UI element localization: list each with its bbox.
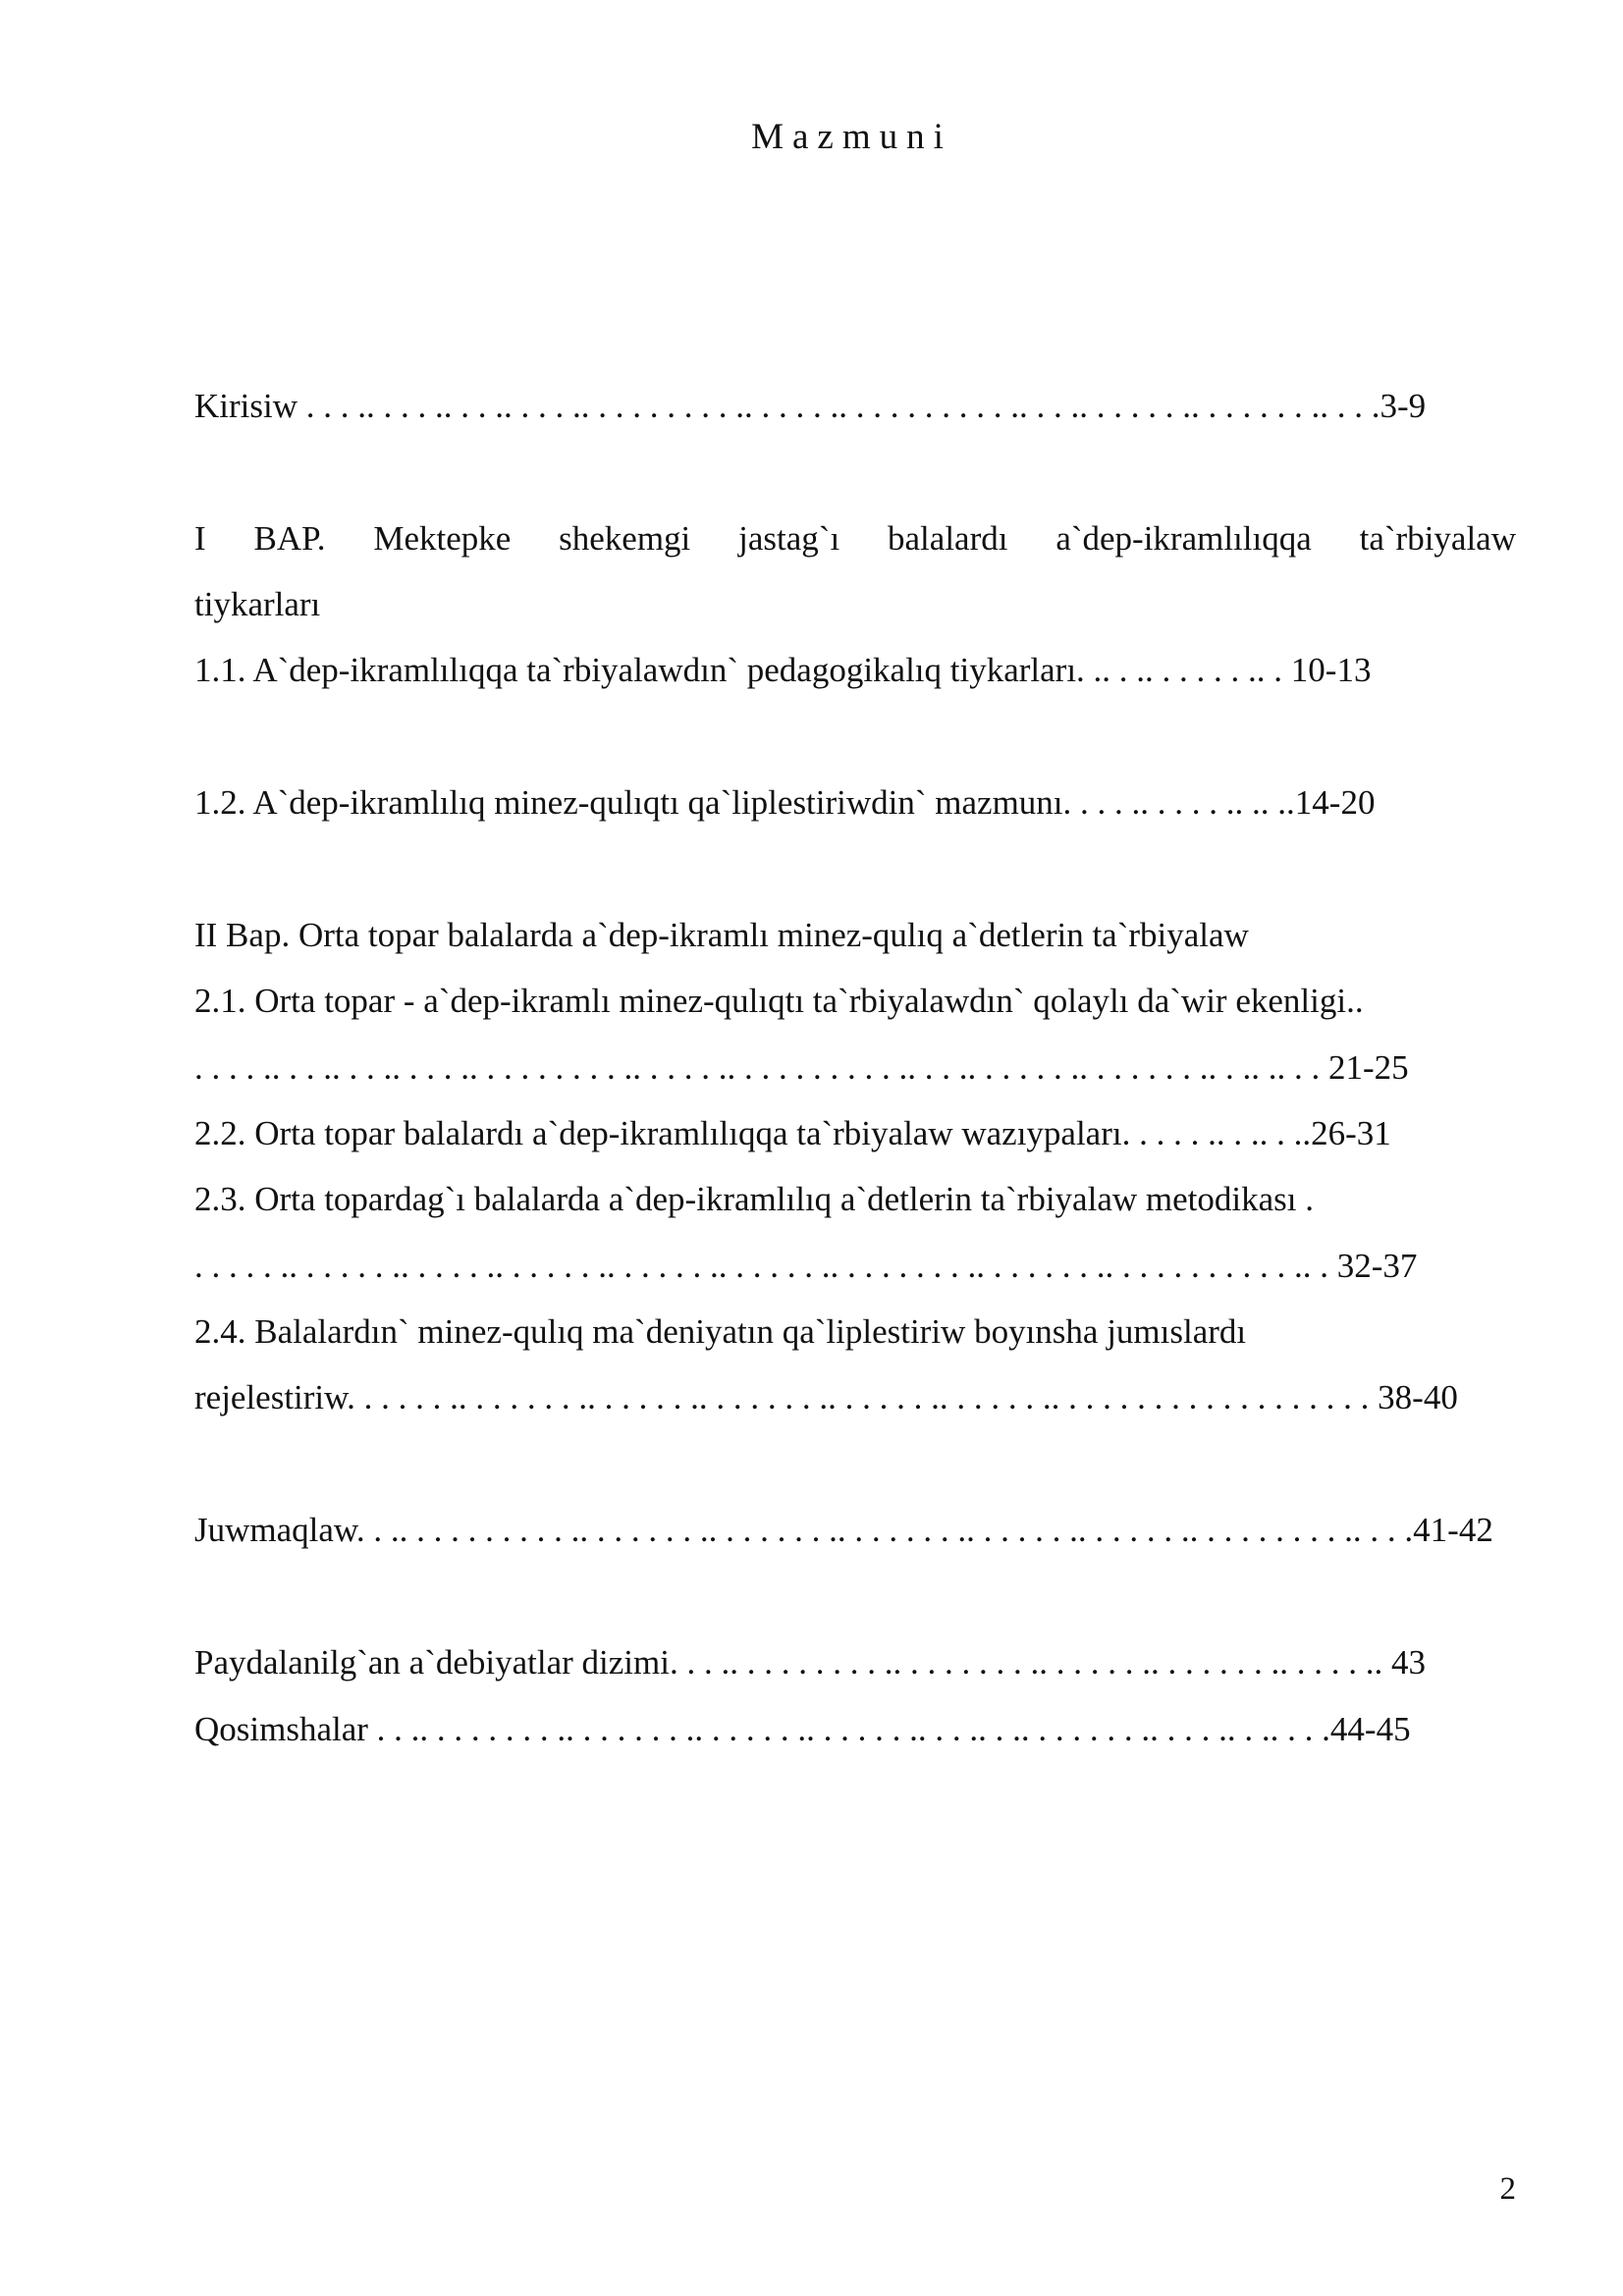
toc-entry-1-2: 1.2. A`dep-ikramlılıq minez-qulıqtı qa`liplestiriwdin` mazmunı. . . . .. . . . . .. .. ..14-20 <box>194 783 1376 822</box>
toc-chapter-2-title: II Bap. Orta topar balalarda a`dep-ikramlı minez-qulıq a`detlerin ta`rbiyalaw <box>194 916 1249 954</box>
toc-entry-1-1: 1.1. A`dep-ikramlılıqqa ta`rbiyalawdın` pedagogikalıq tiykarları. .. . .. . . . . . .. . 10-13 <box>194 651 1372 689</box>
toc-entry-2-1: 2.1. Orta topar - a`dep-ikramlı minez-qulıqtı ta`rbiyalawdın` qolaylı da`wir ekenligi.. <box>194 982 1364 1020</box>
toc-chapter-1-title: I BAP. Mektepke shekemgi jastag`ı balalardı a`dep-ikramlılıqqa ta`rbiyalaw <box>194 519 1516 558</box>
toc-entry-paydalanilgan: Paydalanilg`an a`debiyatlar dizimi. . . .. . . . . . . . . .. . . . . . . . .. . . . . . .. . . . . . . .. . . . . .. 43 <box>194 1643 1426 1682</box>
toc-entry-juwmaqlaw: Juwmaqlaw. . .. . . . . . . . . . .. . . . . . . .. . . . . . . .. . . . . . . .. . . . . . .. . . . . . .. . . . . . . . . .. . . .41-42 <box>194 1511 1493 1549</box>
toc-entry-2-4-leader: rejelestiriw. . . . . . .. . . . . . . .. . . . . . .. . . . . . . .. . . . . . .. . . . . . .. . . . . . . . . . . . . . . . . . . 38-40 <box>194 1378 1458 1416</box>
toc-entry-2-2: 2.2. Orta topar balalardı a`dep-ikramlılıqqa ta`rbiyalaw wazıypaları. . . . . .. . .. . ..26-31 <box>194 1114 1391 1152</box>
toc-chapter-1-title-continued: tiykarları <box>194 585 321 623</box>
toc-entry-2-3: 2.3. Orta topardag`ı balalarda a`dep-ikramlılıq a`detlerin ta`rbiyalaw metodikası . <box>194 1180 1314 1218</box>
page-number: 2 <box>1499 2171 1516 2207</box>
toc-entry-2-3-leader: . . . . . .. . . . . . .. . . . . .. . . . . . .. . . . . . .. . . . . . .. . . . . . . . .. . . . . . . .. . . . . . . . . . . .. . 32-37 <box>194 1247 1418 1285</box>
toc-entry-kirisiw: Kirisiw . . . .. . . . .. . . .. . . . .. . . . . . . . . .. . . . . .. . . . . . . . . . .. . . .. . . . . . .. . . . . . . .. . . .3-9 <box>194 387 1427 425</box>
toc-entry-2-1-leader: . . . . .. . . .. . . .. . . . .. . . . . . . . . .. . . . . .. . . . . . . . . . .. . . .. . . . . . .. . . . . . . .. . .. .. . . 21-25 <box>194 1048 1409 1087</box>
toc-entry-qosimshalar: Qosimshalar . . .. . . . . . . . .. . . . . . . .. . . . . . .. . . . . . .. . . .. . .. . . . . . . .. . . . .. . .. . . .44-45 <box>194 1710 1411 1748</box>
page-title: Mazmuni <box>751 117 952 157</box>
toc-entry-2-4: 2.4. Balalardın` minez-qulıq ma`deniyatın qa`liplestiriw boyınsha jumıslardı <box>194 1312 1247 1351</box>
